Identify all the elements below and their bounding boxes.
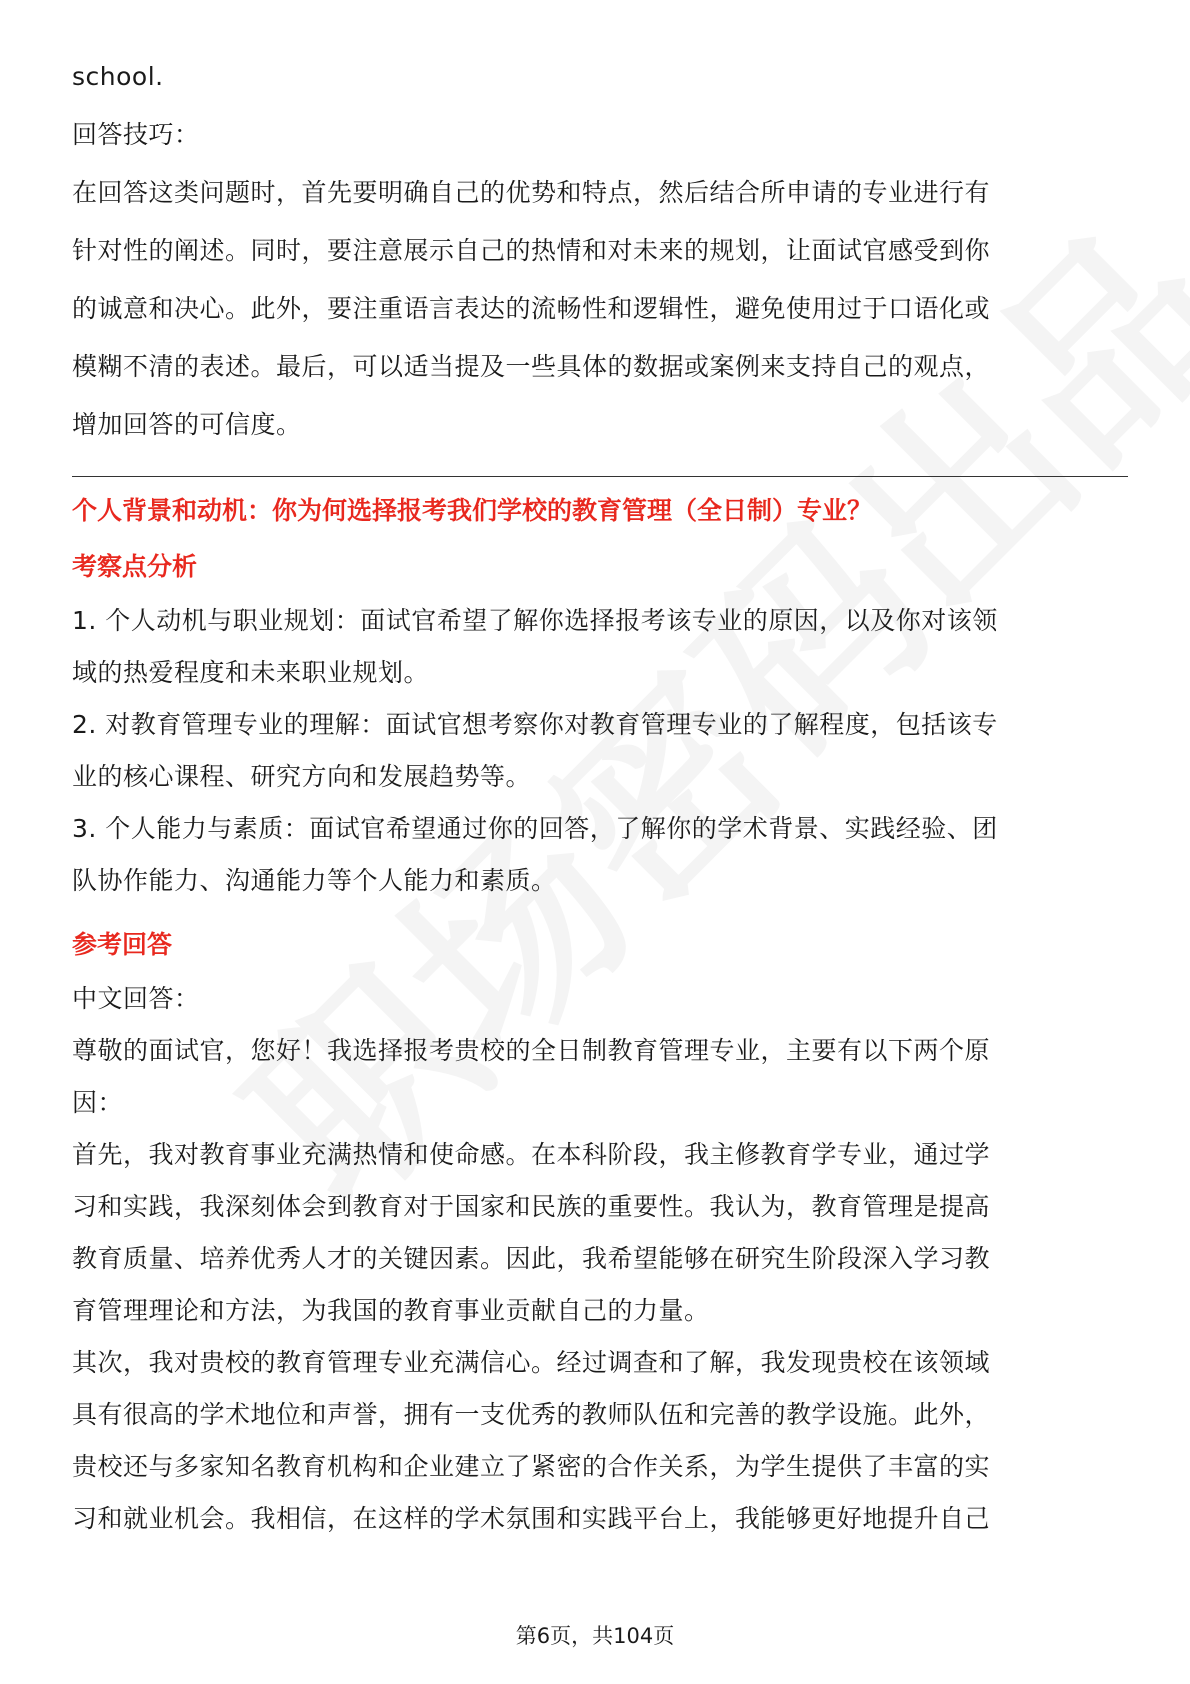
- tips-line: 模糊不清的表述。最后，可以适当提及一些具体的数据或案例来支持自己的观点，: [72, 352, 991, 381]
- answer-heading: 参考回答: [72, 930, 173, 959]
- intro-tail: school.: [72, 62, 164, 91]
- analysis-line: 队协作能力、沟通能力等个人能力和素质。: [72, 866, 557, 895]
- analysis-line: 业的核心课程、研究方向和发展趋势等。: [72, 762, 532, 791]
- tips-line: 在回答这类问题时，首先要明确自己的优势和特点，然后结合所申请的专业进行有: [72, 178, 991, 207]
- answer-line: 习和就业机会。我相信，在这样的学术氛围和实践平台上，我能够更好地提升自己: [72, 1504, 991, 1533]
- analysis-line: 域的热爱程度和未来职业规划。: [72, 658, 430, 687]
- answer-line: 首先，我对教育事业充满热情和使命感。在本科阶段，我主修教育学专业，通过学: [72, 1140, 991, 1169]
- question-title: 个人背景和动机：你为何选择报考我们学校的教育管理（全日制）专业？: [72, 496, 873, 525]
- analysis-line: 3. 个人能力与素质：面试官希望通过你的回答，了解你的学术背景、实践经验、团: [72, 814, 998, 843]
- answer-line: 贵校还与多家知名教育机构和企业建立了紧密的合作关系，为学生提供了丰富的实: [72, 1452, 991, 1481]
- answer-line: 育管理理论和方法，为我国的教育事业贡献自己的力量。: [72, 1296, 710, 1325]
- answer-line: 习和实践，我深刻体会到教育对于国家和民族的重要性。我认为，教育管理是提高: [72, 1192, 991, 1221]
- analysis-heading: 考察点分析: [72, 552, 198, 581]
- section-divider: [72, 476, 1128, 477]
- spacer: [72, 907, 1128, 917]
- answer-line: 教育质量、培养优秀人才的关键因素。因此，我希望能够在研究生阶段深入学习教: [72, 1244, 991, 1273]
- answer-label: 中文回答：: [72, 984, 200, 1013]
- answer-line: 因：: [72, 1088, 124, 1117]
- document-page: [72, 48, 1128, 1545]
- answer-line: 其次，我对贵校的教育管理专业充满信心。经过调查和了解，我发现贵校在该领域: [72, 1348, 991, 1377]
- page-number: 第6页，共104页: [515, 1624, 675, 1648]
- tips-line: 针对性的阐述。同时，要注意展示自己的热情和对未来的规划，让面试官感受到你: [72, 236, 991, 265]
- analysis-line: 2. 对教育管理专业的理解：面试官想考察你对教育管理专业的了解程度，包括该专: [72, 710, 998, 739]
- analysis-line: 1. 个人动机与职业规划：面试官希望了解你选择报考该专业的原因，以及你对该领: [72, 606, 998, 635]
- answer-line: 尊敬的面试官，您好！我选择报考贵校的全日制教育管理专业，主要有以下两个原: [72, 1036, 991, 1065]
- tips-line: 的诚意和决心。此外，要注重语言表达的流畅性和逻辑性，避免使用过于口语化或: [72, 294, 991, 323]
- tips-line: 增加回答的可信度。: [72, 410, 302, 439]
- tips-label: 回答技巧：: [72, 120, 200, 149]
- answer-line: 具有很高的学术地位和声誉，拥有一支优秀的教师队伍和完善的教学设施。此外，: [72, 1400, 991, 1429]
